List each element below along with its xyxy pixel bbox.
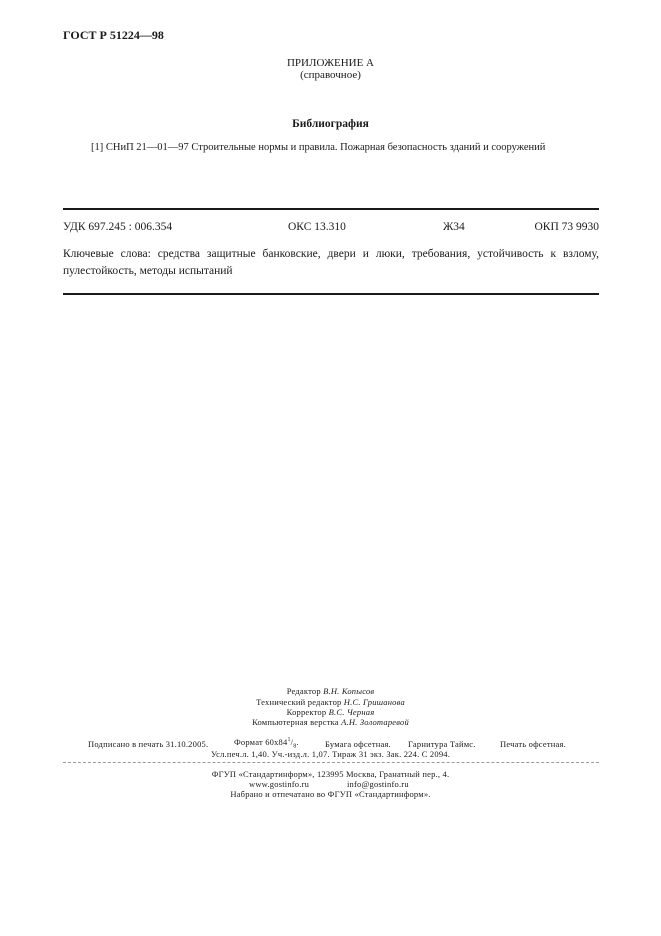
bottom-rule <box>63 293 599 295</box>
imprint-print: Печать офсетная. <box>500 739 566 749</box>
imprint-printed: Набрано и отпечатано во ФГУП «Стандартинформ». <box>230 789 431 799</box>
group-code: Ж34 <box>443 221 465 233</box>
imprint-paper: Бумага офсетная. <box>325 739 391 749</box>
imprint-print-details: Усл.печ.л. 1,40. Уч.-изд.л. 1,07. Тираж 31 экз. Зак. 224. С 2094. <box>210 749 451 759</box>
keywords-line-1: Ключевые слова: средства защитные банковские, двери и люки, требования, устойчивость к взлому, <box>63 248 599 260</box>
bibliography-item: [1] СНиП 21—01—97 Строительные нормы и правила. Пожарная безопасность зданий и сооружений <box>91 142 546 153</box>
document-code: ГОСТ Р 51224—98 <box>63 28 164 42</box>
keywords <box>63 246 599 280</box>
top-rule <box>63 208 599 210</box>
imprint-website[interactable]: www.gostinfo.ru <box>249 779 310 789</box>
bibliography-title: Библиография <box>292 118 369 130</box>
imprint-email[interactable]: info@gostinfo.ru <box>347 779 409 789</box>
annex-subtitle: (справочное) <box>300 69 361 81</box>
imprint-editor: Редактор В.Н. Копысов <box>286 686 375 696</box>
imprint-layout: Компьютерная верстка А.Н. Золотаревой <box>252 717 409 727</box>
imprint-publisher: ФГУП «Стандартинформ», 123995 Москва, Гранатный пер., 4. <box>211 769 450 779</box>
imprint-divider <box>63 762 599 763</box>
okp-code: ОКП 73 9930 <box>534 221 599 233</box>
annex-title: ПРИЛОЖЕНИЕ А <box>286 57 374 69</box>
oks-code: ОКС 13.310 <box>288 221 346 233</box>
keywords-line-2: пулестойкость, методы испытаний <box>63 265 233 277</box>
imprint-proofreader: Корректор В.С. Черная <box>286 707 375 717</box>
imprint-signed: Подписано в печать 31.10.2005. <box>88 739 209 749</box>
udk-code: УДК 697.245 : 006.354 <box>63 221 173 233</box>
imprint-tech-editor: Технический редактор Н.С. Гришанова <box>256 697 405 707</box>
imprint-typeface: Гарнитура Таймс. <box>408 739 476 749</box>
imprint-format: Формат $60x84^1/_8$. <box>234 737 299 750</box>
